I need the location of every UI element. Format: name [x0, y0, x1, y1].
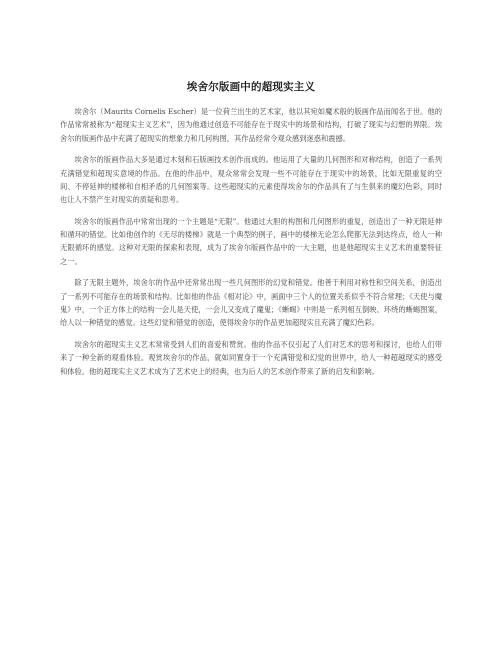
paragraph-intro: 埃舍尔（Maurits Cornelis Escher）是一位荷兰出生的艺术家，他以其宛如魔术般的版画作品而闻名于世。他的作品常常被称为“超现实主义艺术”，因为他通过创造不可能存在于现实中的场景和结构，打破了现实与幻想的界限。埃舍尔的版画作品中充满了超现实的想象力和几何构图，其作品经常令观众感到迷惑和震撼。: [60, 107, 442, 143]
paragraph-infinity: 埃舍尔的版画作品中常常出现的一个主题是“无限”。他通过大胆的构图和几何图形的重复，创造出了一种无限延伸和循环的错觉。比如他创作的《无尽的楼梯》就是一个典型的例子，画中的楼梯无论怎么爬都无法到达终点，给人一种无限循环的感觉。这种对无限的探索和表现，成为了埃舍尔版画作品中的一大主题，也是他超现实主义艺术的重要特征之一。: [60, 216, 442, 266]
paragraph-legacy: 埃舍尔的超现实主义艺术常常受到人们的喜爱和赞赏。他的作品不仅引起了人们对艺术的思考和探讨，也给人们带来了一种全新的观看体验。观赏埃舍尔的作品，就如同置身于一个充满错觉和幻觉的世界中，给人一种超越现实的感受和体验。他的超现实主义艺术成为了艺术史上的经典，也为后人的艺术创作带来了新的启发和影响。: [60, 340, 442, 376]
document-title: 埃舍尔版画中的超现实主义: [186, 81, 316, 93]
paragraph-illusions: 除了无限主题外，埃舍尔的作品中还常常出现一些几何图形的幻觉和错觉。他善于利用对称性和空间关系，创造出了一系列不可能存在的场景和结构。比如他的作品《相对论》中，画面中三个人的位置关系似乎不符合常理；《天使与魔鬼》中，一个正方体上的结构一会儿是天使，一会儿又变成了魔鬼；《蜥蜴》中则是一系列相互倒映、环绕的蜥蜴图案，给人以一种错觉的感觉。这些幻觉和错觉的创造，使得埃舍尔的作品更加超现实且充满了魔幻色彩。: [60, 278, 442, 328]
paragraph-techniques: 埃舍尔的版画作品大多是通过木刻和石版画技术创作而成的。他运用了大量的几何图形和对称结构，创造了一系列充满错觉和超现实意境的作品。在他的作品中，观众常常会发现一些不可能存在于现实中的场景，比如无限重复的空间、不停延伸的楼梯和自相矛盾的几何图案等。这些超现实的元素使得埃舍尔的作品具有了与生俱来的魔幻色彩，同时也让人不禁产生对现实的质疑和思考。: [60, 155, 442, 205]
